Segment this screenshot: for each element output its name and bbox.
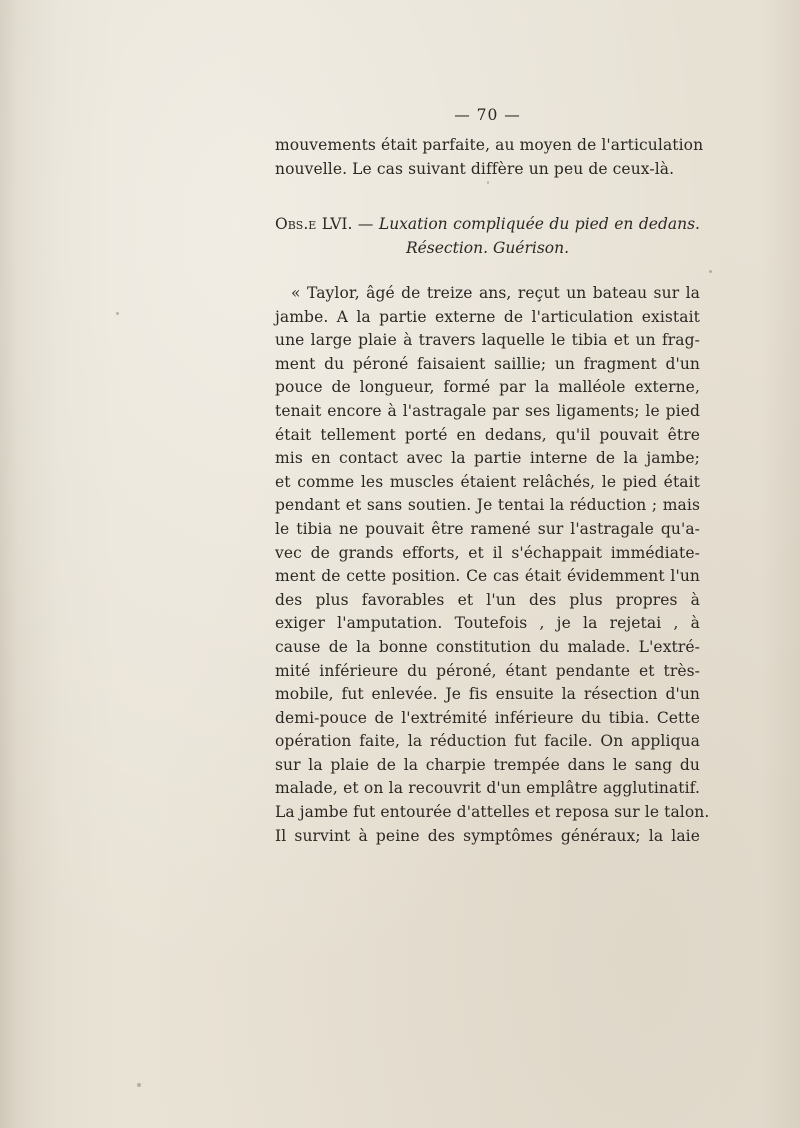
text-line: pendant et sans soutien. Je tentai la réduction ; mais (275, 496, 700, 515)
page-number: — 70 — (454, 106, 521, 124)
paper-spot (487, 181, 489, 184)
text-line: exiger l'amputation. Toutefois , je la rejetai , à (275, 614, 700, 633)
text-line: « Taylor, âgé de treize ans, reçut un bateau sur la (291, 284, 700, 302)
text-line: pouce de longueur, formé par la malléole externe, (275, 378, 700, 397)
text-line: mobile, fut enlevée. Je fis ensuite la résection d'un (275, 685, 700, 704)
text-line: tenait encore à l'astragale par ses ligaments; le pied (275, 401, 700, 420)
heading-dash: — (352, 215, 379, 233)
text-line: des plus favorables et l'un des plus propres à (275, 590, 700, 609)
text-line: une large plaie à travers laquelle le tibia et un frag- (275, 331, 700, 350)
observation-label: Obs.e LVI. (275, 215, 353, 233)
text-line: mouvements était parfaite, au moyen de l'articulation (275, 136, 704, 154)
intro-paragraph (275, 134, 704, 181)
text-line: La jambe fut entourée d'attelles et reposa sur le talon. (275, 803, 710, 822)
paper-spot (116, 312, 119, 315)
text-line: le tibia ne pouvait être ramené sur l'astragale qu'a- (275, 519, 700, 538)
text-line: cause de la bonne constitution du malade. L'extré- (275, 637, 700, 656)
text-line: mité inférieure du péroné, étant pendante et très- (275, 661, 700, 680)
text-line: Il survint à peine des symptômes généraux; la laie (275, 826, 700, 845)
body-paragraph (275, 282, 710, 848)
heading-title-1: Luxation compliquée du pied en dedans. (378, 215, 700, 233)
paper-spot (709, 270, 712, 273)
text-line: ment du péroné faisaient saillie; un fragment d'un (275, 354, 700, 373)
text-line: mis en contact avec la partie interne de la jambe; (275, 449, 700, 468)
heading-title-2: Résection. Guérison. (405, 239, 570, 257)
text-line: jambe. A la partie externe de l'articulation existait (275, 307, 700, 326)
observation-heading (275, 212, 700, 260)
text-line: demi-pouce de l'extrémité inférieure du tibia. Cette (275, 708, 700, 727)
text-line: était tellement porté en dedans, qu'il pouvait être (275, 425, 700, 444)
paper-spot (137, 1083, 141, 1087)
text-line: opération faite, la réduction fut facile. On appliqua (275, 732, 700, 751)
text-line: sur la plaie de la charpie trempée dans le sang du (275, 755, 700, 774)
text-line: nouvelle. Le cas suivant diffère un peu de ceux-là. (275, 159, 675, 178)
text-line: malade, et on la recouvrit d'un emplâtre agglutinatif. (275, 779, 700, 798)
heading-line-1 (275, 212, 700, 236)
text-line: vec de grands efforts, et il s'échappait immédiate- (275, 543, 700, 562)
text-line: ment de cette position. Ce cas était évidemment l'un (275, 567, 700, 586)
text-line: et comme les muscles étaient relâchés, le pied était (275, 472, 700, 491)
